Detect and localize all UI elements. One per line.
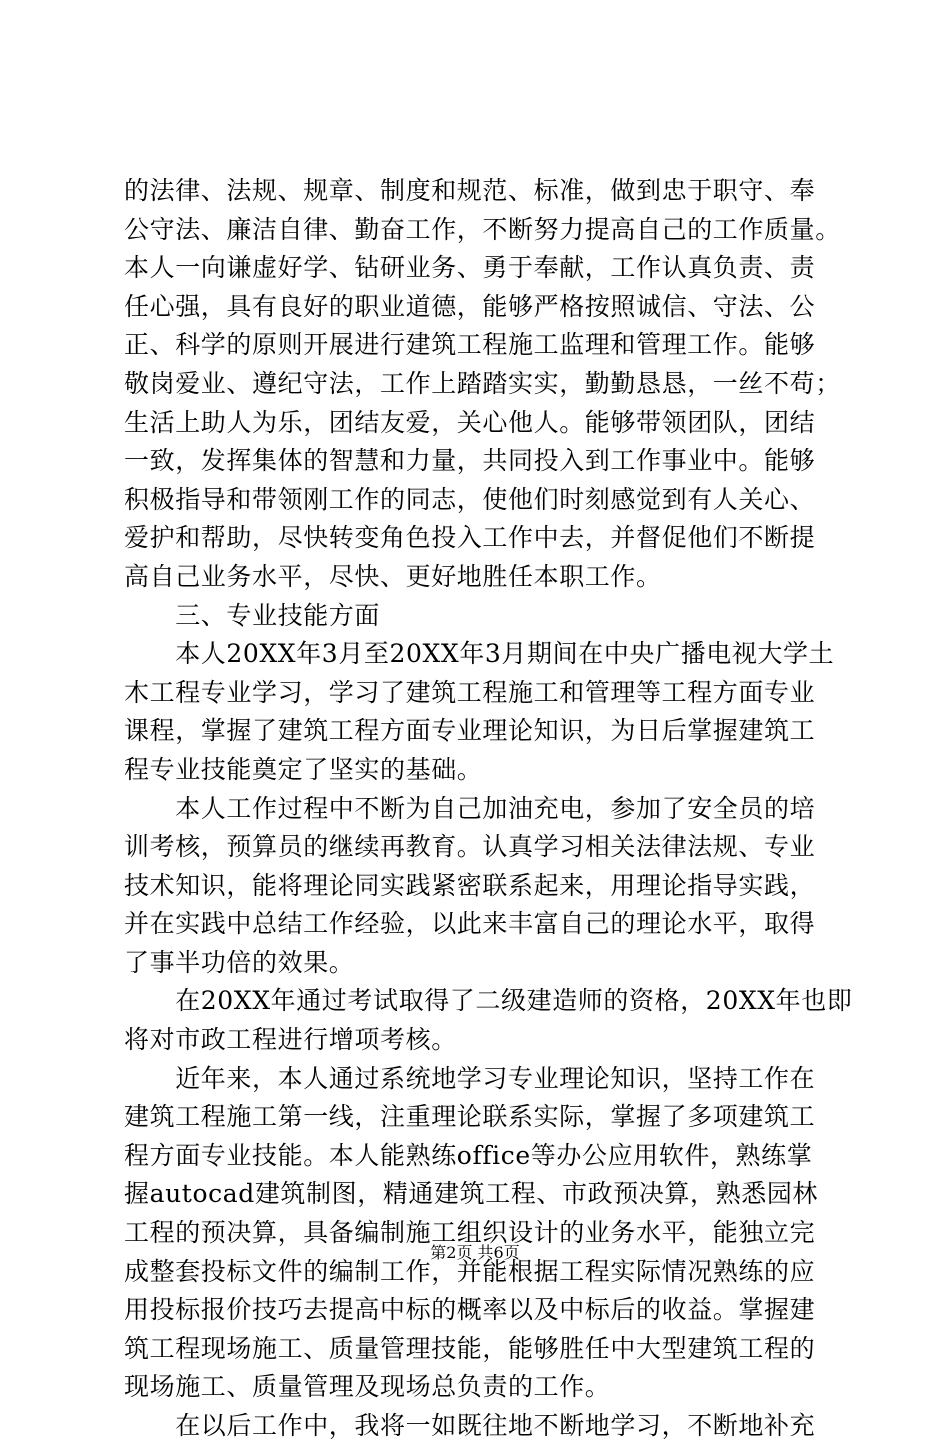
text-line: 积极指导和带领刚工作的同志，使他们时刻感觉到有人关心、 [124,484,816,514]
text-line: 任心强，具有良好的职业道德，能够严格按照诚信、守法、公 [124,291,816,321]
text-line: 用投标报价技巧去提高中标的概率以及中标后的收益。掌握建 [124,1295,816,1325]
text-line: 生活上助人为乐，团结友爱，关心他人。能够带领团队，团结 [124,407,816,437]
text-line: 在20XX年通过考试取得了二级建造师的资格，20XX年也即 [124,986,853,1016]
text-line: 程专业技能奠定了坚实的基础。 [124,754,483,784]
text-line: 在以后工作中，我将一如既往地不断地学习，不断地补充 [124,1411,816,1440]
text-line: 的法律、法规、规章、制度和规范、标准，做到忠于职守、奉 [124,176,816,205]
text-line: 技术知识，能将理论同实践紧密联系起来，用理论指导实践， [124,870,816,900]
text-line: 工程的预决算，具备编制施工组织设计的业务水平，能独立完 [124,1218,816,1248]
text-line: 敬岗爱业、遵纪守法，工作上踏踏实实，勤勤恳恳，一丝不苟； [124,368,841,398]
text-line: 公守法、廉洁自律、勤奋工作，不断努力提高自己的工作质量。 [124,214,841,244]
text-line: 课程，掌握了建筑工程方面专业理论知识，为日后掌握建筑工 [124,716,816,746]
text-line: 训考核，预算员的继续再教育。认真学习相关法律法规、专业 [124,832,816,862]
text-line: 爱护和帮助，尽快转变角色投入工作中去，并督促他们不断提 [124,523,816,553]
text-line: 正、科学的原则开展进行建筑工程施工监理和管理工作。能够 [124,330,816,360]
text-line: 现场施工、质量管理及现场总负责的工作。 [124,1372,611,1402]
text-line: 成整套投标文件的编制工作，并能根据工程实际情况熟练的应 [124,1256,816,1286]
text-line: 本人20XX年3月至20XX年3月期间在中央广播电视大学土 [124,639,835,669]
text-line: 了事半功倍的效果。 [124,947,355,977]
text-line: 程方面专业技能。本人能熟练office等办公应用软件，熟练掌 [124,1140,813,1170]
text-line: 筑工程现场施工、质量管理技能，能够胜任中大型建筑工程的 [124,1333,816,1363]
text-line: 木工程专业学习，学习了建筑工程施工和管理等工程方面专业 [124,677,816,707]
text-line: 本人工作过程中不断为自己加油充电，参加了安全员的培 [124,793,816,823]
text-line: 本人一向谦虚好学、钻研业务、勇于奉献，工作认真负责、责 [124,253,816,283]
text-line: 高自己业务水平，尽快、更好地胜任本职工作。 [124,561,662,591]
text-line: 并在实践中总结工作经验，以此来丰富自己的理论水平，取得 [124,909,816,939]
section-heading: 三、专业技能方面 [124,600,381,630]
text-line: 一致，发挥集体的智慧和力量，共同投入到工作事业中。能够 [124,446,816,476]
text-line: 建筑工程施工第一线，注重理论联系实际，掌握了多项建筑工 [124,1102,816,1132]
text-line: 握autocad建筑制图，精通建筑工程、市政预决算，熟悉园林 [124,1179,819,1209]
text-line: 将对市政工程进行增项考核。 [124,1025,457,1055]
page-number-footer: 第2页 共6页 [430,1243,520,1262]
text-line: 近年来，本人通过系统地学习专业理论知识，坚持工作在 [124,1063,816,1093]
